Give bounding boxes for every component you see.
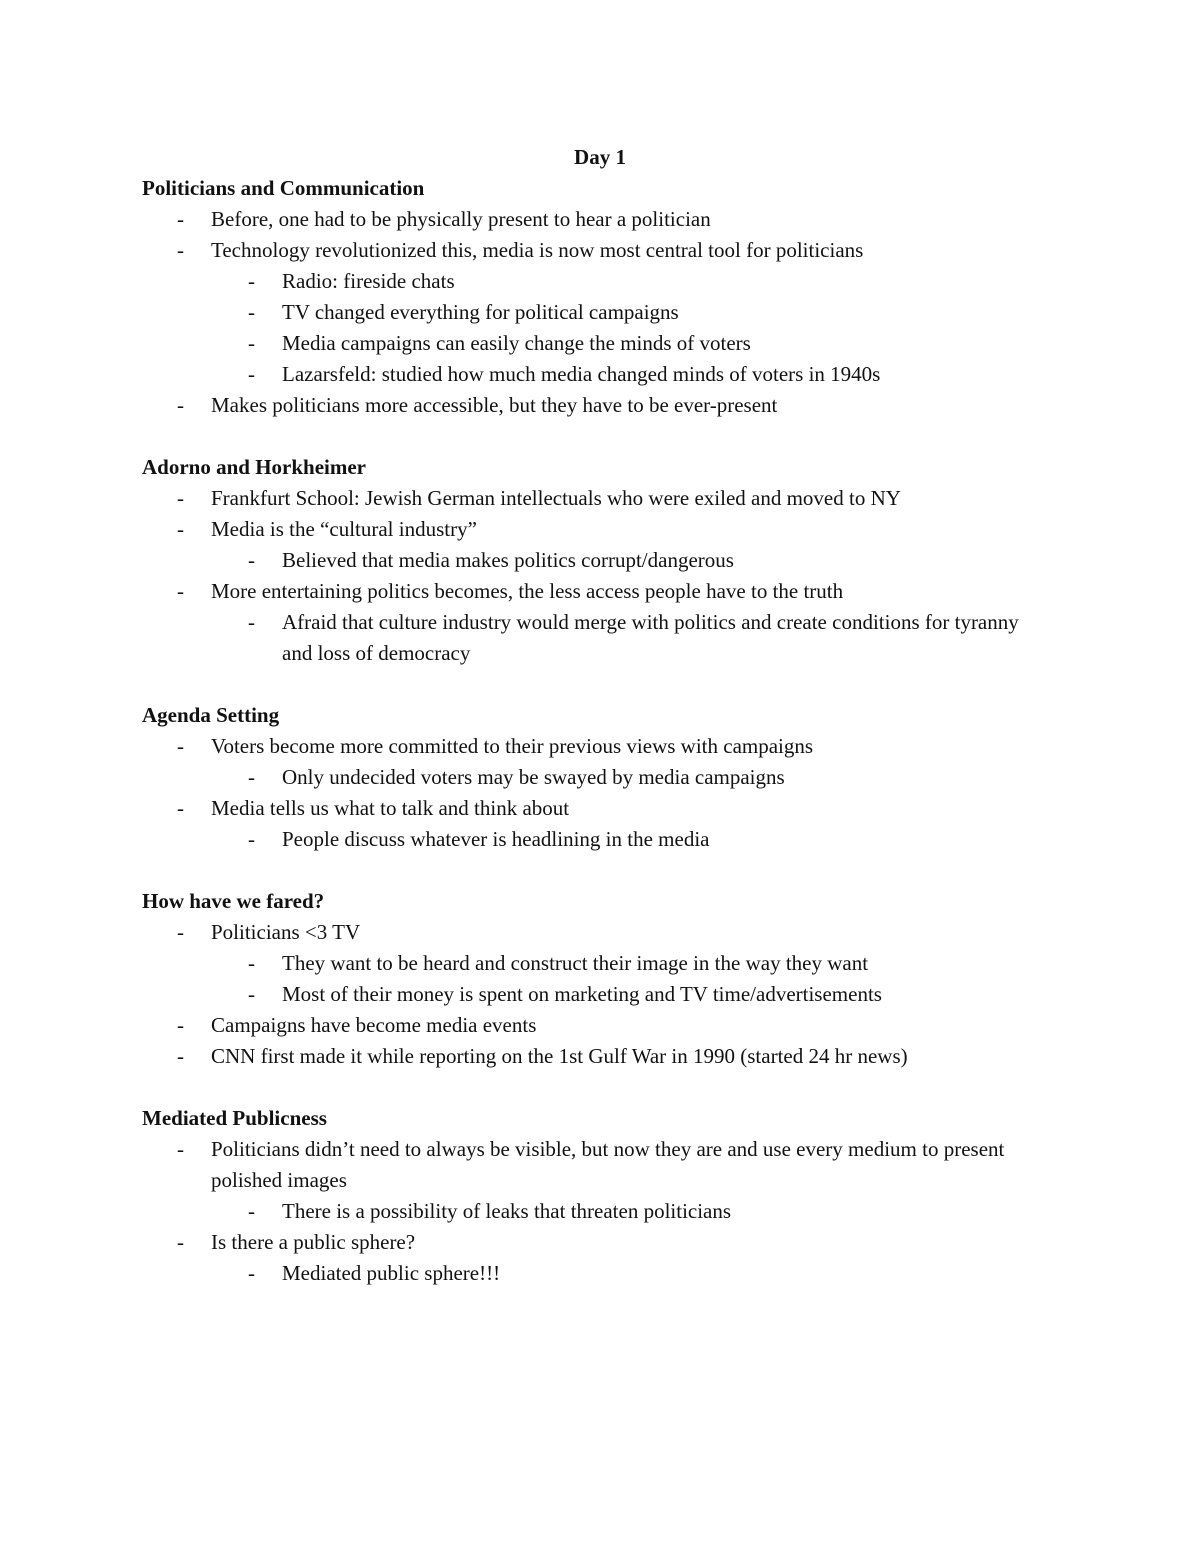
list-item-text: CNN first made it while reporting on the 1st Gulf War in 1990 (started 24 hr news)	[211, 1044, 908, 1068]
section-heading: Politicians and Communication	[142, 176, 425, 200]
dash-bullet-icon: -	[177, 1044, 184, 1068]
list-item-text: Media is the “cultural industry”	[211, 517, 477, 541]
list-item-text: They want to be heard and construct their image in the way they want	[282, 951, 869, 975]
list-item-text: Politicians <3 TV	[211, 920, 361, 944]
note-section	[142, 452, 1042, 669]
list-item-text: Media tells us what to talk and think about	[211, 796, 570, 820]
dash-bullet-icon: -	[177, 579, 184, 603]
note-section	[142, 700, 1042, 855]
list-item-text: Voters become more committed to their previous views with campaigns	[211, 734, 814, 758]
dash-bullet-icon: -	[248, 610, 255, 634]
dash-bullet-icon: -	[248, 1261, 255, 1285]
dash-bullet-icon: -	[177, 734, 184, 758]
dash-bullet-icon: -	[248, 300, 255, 324]
bullet-list	[142, 1134, 1042, 1289]
list-item-text: Makes politicians more accessible, but they have to be ever-present	[211, 393, 778, 417]
dash-bullet-icon: -	[177, 486, 184, 510]
sub-list-item	[142, 328, 1042, 359]
list-item-text: Frankfurt School: Jewish German intellectuals who were exiled and moved to NY	[211, 486, 901, 510]
list-item	[142, 1227, 1042, 1258]
list-item-text: Politicians didn’t need to always be visible, but now they are and use every medium to present polished images	[211, 1137, 1005, 1192]
sub-list-item	[142, 359, 1042, 390]
list-item	[142, 514, 1042, 545]
list-item-text: Lazarsfeld: studied how much media changed minds of voters in 1940s	[282, 362, 881, 386]
list-item-text: Mediated public sphere!!!	[282, 1261, 501, 1285]
sub-list-item	[142, 297, 1042, 328]
list-item	[142, 576, 1042, 607]
list-item-text: Is there a public sphere?	[211, 1230, 416, 1254]
bullet-list	[142, 204, 1042, 421]
list-item	[142, 1010, 1042, 1041]
bullet-list	[142, 917, 1042, 1072]
dash-bullet-icon: -	[248, 765, 255, 789]
list-item	[142, 793, 1042, 824]
dash-bullet-icon: -	[248, 269, 255, 293]
list-item-text: People discuss whatever is headlining in the media	[282, 827, 710, 851]
list-item	[142, 1134, 1042, 1196]
note-section	[142, 173, 1042, 421]
section-heading: Agenda Setting	[142, 703, 280, 727]
list-item	[142, 1041, 1042, 1072]
list-item	[142, 204, 1042, 235]
dash-bullet-icon: -	[177, 1137, 184, 1161]
dash-bullet-icon: -	[177, 517, 184, 541]
list-item	[142, 917, 1042, 948]
list-item-text: Afraid that culture industry would merge with politics and create conditions for tyranny and loss of democracy	[282, 610, 1019, 665]
sub-list-item	[142, 607, 1042, 669]
sub-list-item	[142, 979, 1042, 1010]
bullet-list	[142, 731, 1042, 855]
document-title: Day 1	[574, 145, 626, 169]
list-item-text: Before, one had to be physically present to hear a politician	[211, 207, 711, 231]
list-item-text: Campaigns have become media events	[211, 1013, 537, 1037]
sub-list-item	[142, 1196, 1042, 1227]
dash-bullet-icon: -	[177, 238, 184, 262]
list-item-text: Most of their money is spent on marketing and TV time/advertisements	[282, 982, 882, 1006]
dash-bullet-icon: -	[248, 982, 255, 1006]
sub-list-item	[142, 762, 1042, 793]
dash-bullet-icon: -	[248, 548, 255, 572]
sub-list-item	[142, 824, 1042, 855]
sub-list-item	[142, 545, 1042, 576]
note-section	[142, 1103, 1042, 1289]
list-item-text: Radio: fireside chats	[282, 269, 455, 293]
dash-bullet-icon: -	[177, 1230, 184, 1254]
dash-bullet-icon: -	[248, 827, 255, 851]
list-item-text: Only undecided voters may be swayed by media campaigns	[282, 765, 785, 789]
section-heading: How have we fared?	[142, 889, 325, 913]
list-item	[142, 731, 1042, 762]
list-item-text: Believed that media makes politics corrupt/dangerous	[282, 548, 734, 572]
list-item-text: TV changed everything for political campaigns	[282, 300, 679, 324]
section-heading: Mediated Publicness	[142, 1106, 327, 1130]
list-item	[142, 235, 1042, 266]
list-item-text: More entertaining politics becomes, the less access people have to the truth	[211, 579, 844, 603]
list-item	[142, 390, 1042, 421]
dash-bullet-icon: -	[177, 1013, 184, 1037]
dash-bullet-icon: -	[248, 951, 255, 975]
section-heading: Adorno and Horkheimer	[142, 455, 367, 479]
sub-list-item	[142, 1258, 1042, 1289]
dash-bullet-icon: -	[248, 362, 255, 386]
dash-bullet-icon: -	[248, 1199, 255, 1223]
dash-bullet-icon: -	[177, 207, 184, 231]
dash-bullet-icon: -	[177, 920, 184, 944]
dash-bullet-icon: -	[177, 796, 184, 820]
sub-list-item	[142, 948, 1042, 979]
dash-bullet-icon: -	[248, 331, 255, 355]
list-item	[142, 483, 1042, 514]
bullet-list	[142, 483, 1042, 669]
list-item-text: Technology revolutionized this, media is now most central tool for politicians	[211, 238, 864, 262]
document-body	[142, 173, 1042, 1289]
list-item-text: There is a possibility of leaks that threaten politicians	[282, 1199, 732, 1223]
dash-bullet-icon: -	[177, 393, 184, 417]
sub-list-item	[142, 266, 1042, 297]
list-item-text: Media campaigns can easily change the minds of voters	[282, 331, 751, 355]
note-section	[142, 886, 1042, 1072]
